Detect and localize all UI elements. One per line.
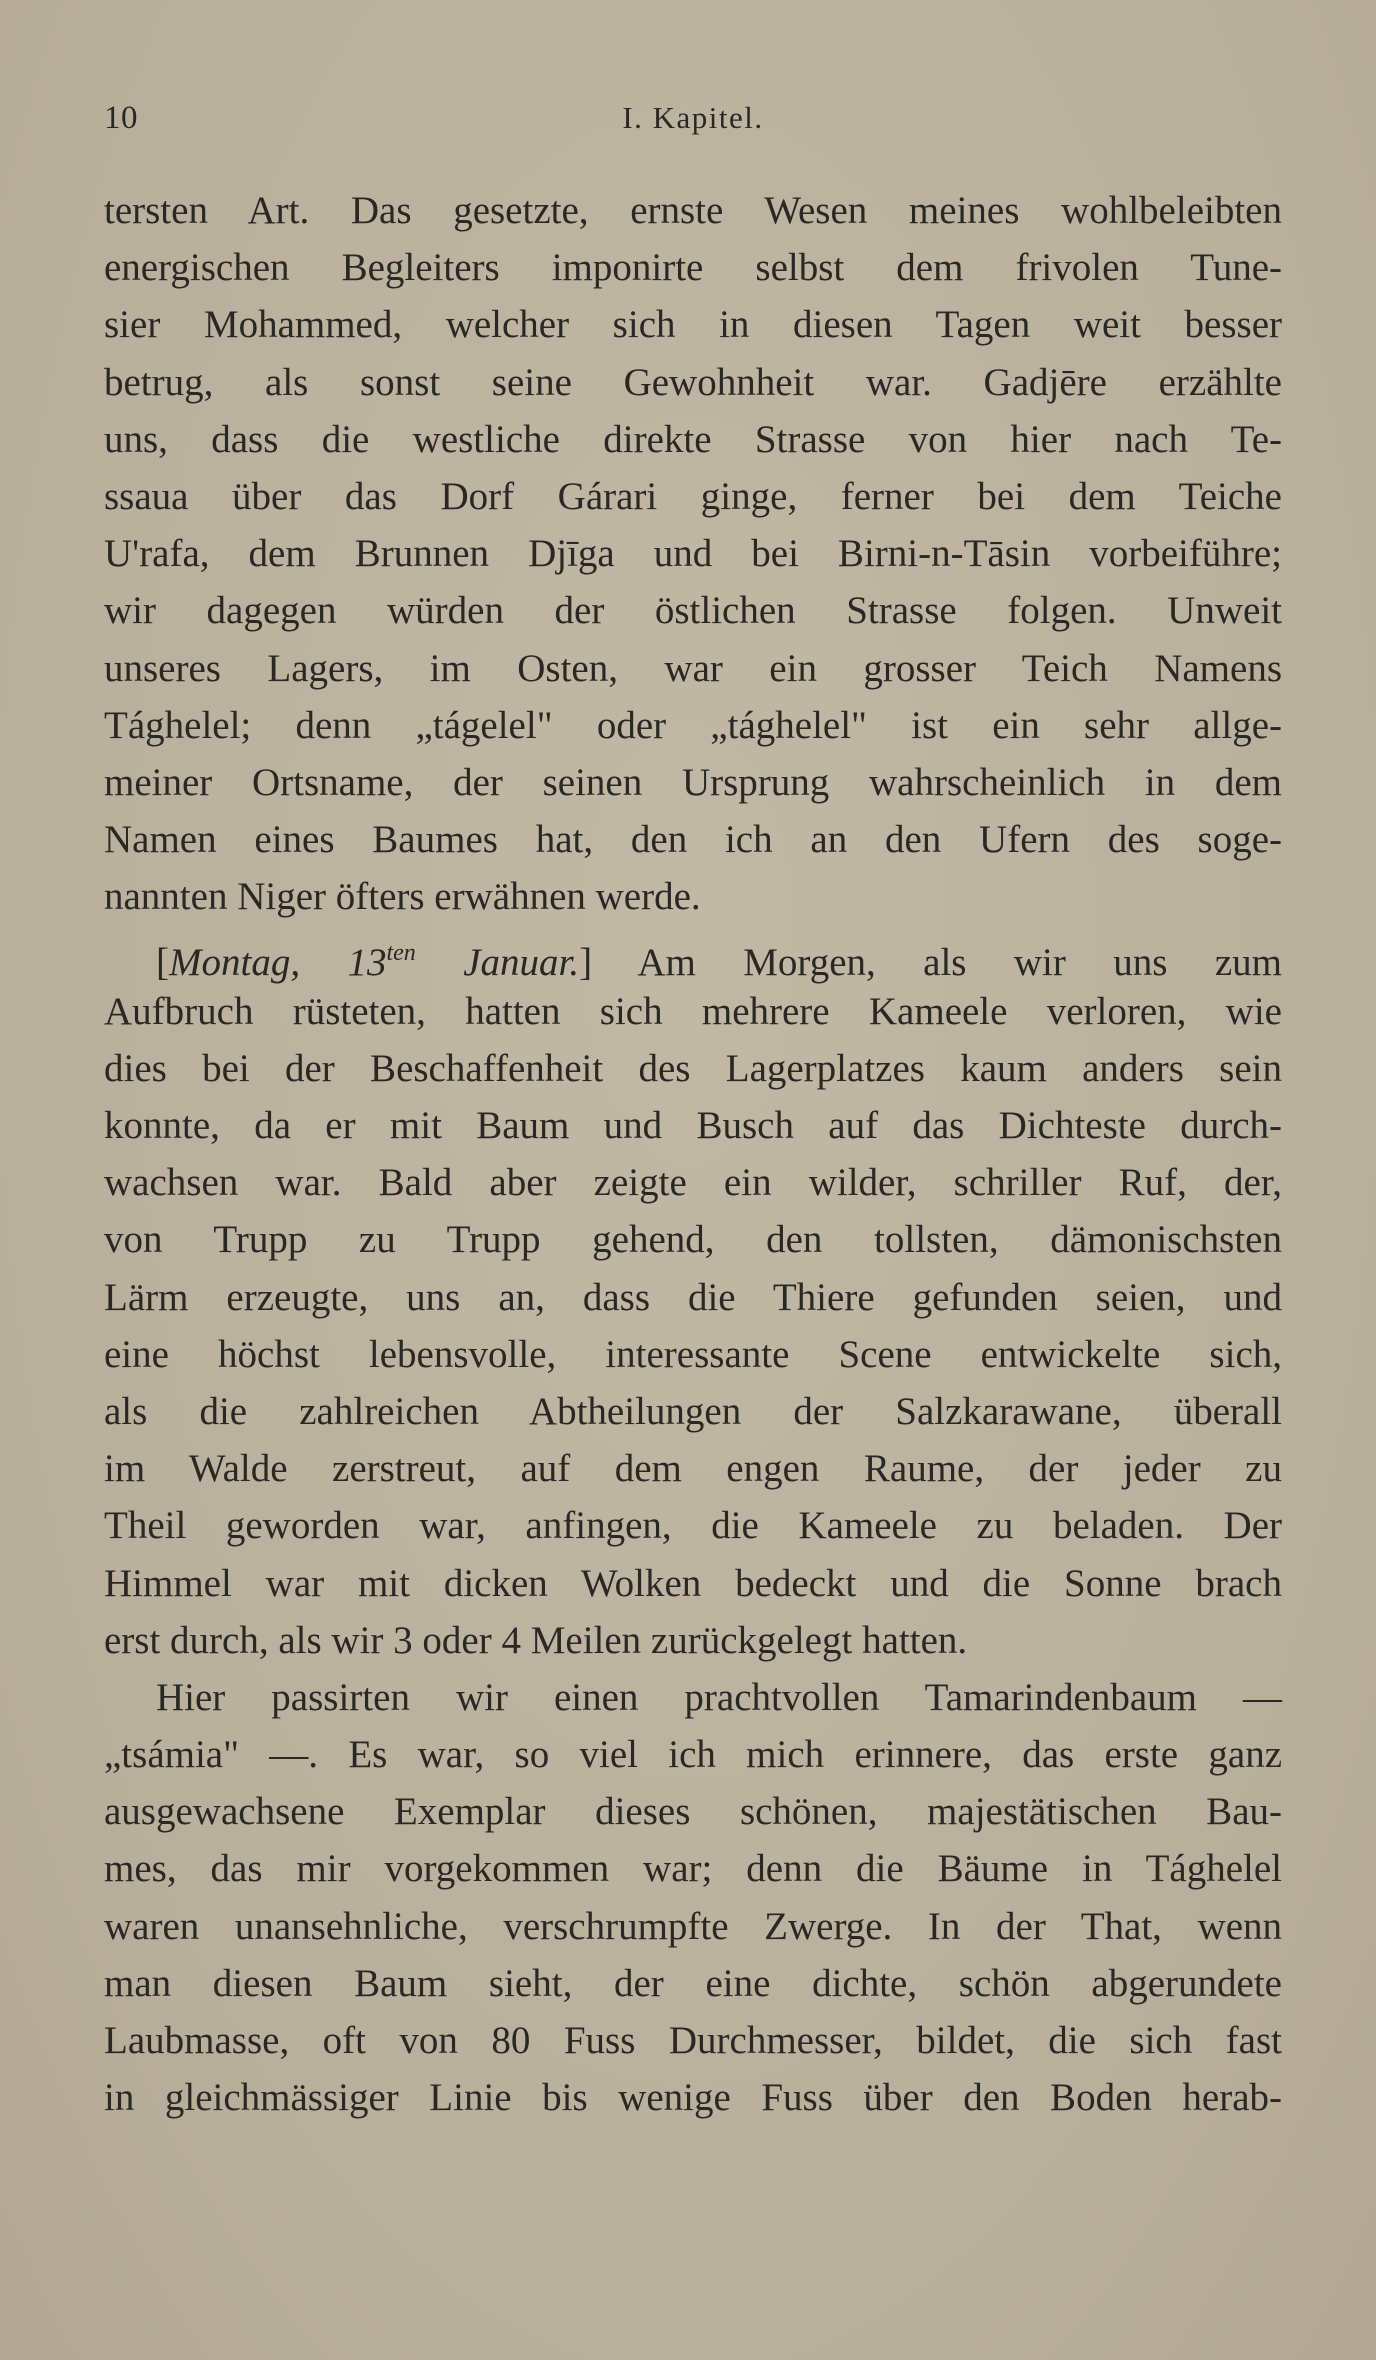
text-line: erst durch, als wir 3 oder 4 Meilen zurückgelegt hatten. bbox=[104, 1618, 968, 1662]
text-line: Lärm erzeugte, uns an, dass die Thiere gefunden seien, und bbox=[104, 1275, 1282, 1319]
date-superscript: ten bbox=[386, 940, 416, 967]
date-bracket-close: ] bbox=[579, 941, 593, 985]
paragraph-first-line bbox=[104, 925, 1282, 985]
text-line: Himmel war mit dicken Wolken bedeckt und die Sonne brach bbox=[104, 1561, 1282, 1605]
text-line: betrug, als sonst seine Gewohnheit war. Gadjēre erzählte bbox=[104, 360, 1282, 404]
text-line: „tsámia" —. Es war, so viel ich mich erinnere, das erste ganz bbox=[104, 1733, 1282, 1777]
running-head: I. Kapitel. bbox=[622, 100, 764, 135]
text-line: konnte, da er mit Baum und Busch auf das Dichteste durch- bbox=[104, 1104, 1282, 1147]
text-line: im Walde zerstreut, auf dem engen Raume, der jeder zu bbox=[104, 1447, 1282, 1491]
text-line: Aufbruch rüsteten, hatten sich mehrere Kameele verloren, wie bbox=[104, 989, 1282, 1033]
paragraph-first-line: Hier passirten wir einen prachtvollen Tamarindenbaum — bbox=[156, 1675, 1282, 1719]
text-line: Namen eines Baumes hat, den ich an den Ufern des soge- bbox=[104, 818, 1282, 862]
text-line: Theil geworden war, anfingen, die Kameele zu beladen. Der bbox=[104, 1504, 1282, 1548]
text-line: in gleichmässiger Linie bis wenige Fuss über den Boden herab- bbox=[104, 2076, 1282, 2120]
text-line-rest: Am Morgen, als wir uns zum bbox=[592, 941, 1282, 985]
body-text bbox=[104, 182, 1282, 2126]
text-line: uns, dass die westliche direkte Strasse von hier nach Te- bbox=[104, 417, 1282, 461]
text-line: Laubmasse, oft von 80 Fuss Durchmesser, bildet, die sich fast bbox=[104, 2019, 1282, 2062]
text-line: von Trupp zu Trupp gehend, den tollsten, dämonischsten bbox=[104, 1218, 1282, 1262]
text-line: meiner Ortsname, der seinen Ursprung wahrscheinlich in dem bbox=[104, 760, 1282, 804]
text-line: energischen Begleiters imponirte selbst dem frivolen Tune- bbox=[104, 246, 1282, 290]
date-month: Januar. bbox=[415, 941, 580, 985]
text-line: wir dagegen würden der östlichen Strasse folgen. Unweit bbox=[104, 589, 1282, 633]
text-line: eine höchst lebensvolle, interessante Scene entwickelte sich, bbox=[104, 1332, 1282, 1376]
text-line: U'rafa, dem Brunnen Djīga und bei Birni-n-Tāsin vorbeiführe; bbox=[104, 532, 1282, 576]
text-line: waren unansehnliche, verschrumpfte Zwerge. In der That, wenn bbox=[104, 1904, 1282, 1948]
date-heading: Montag, 13 bbox=[169, 941, 387, 985]
text-line: ssaua über das Dorf Gárari ginge, ferner bei dem Teiche bbox=[104, 474, 1282, 518]
date-bracket-open: [ bbox=[156, 941, 169, 985]
text-line: man diesen Baum sieht, der eine dichte, schön abgerundete bbox=[104, 1961, 1282, 2005]
text-line: sier Mohammed, welcher sich in diesen Tagen weit besser bbox=[104, 303, 1282, 347]
page-header bbox=[104, 100, 1282, 144]
text-line: nannten Niger öfters erwähnen werde. bbox=[104, 875, 701, 919]
text-line: wachsen war. Bald aber zeigte ein wilder, schriller Ruf, der, bbox=[104, 1161, 1282, 1205]
text-line: dies bei der Beschaffenheit des Lagerplatzes kaum anders sein bbox=[104, 1046, 1282, 1090]
text-line: mes, das mir vorgekommen war; denn die Bäume in Tághelel bbox=[104, 1847, 1282, 1891]
text-line: tersten Art. Das gesetzte, ernste Wesen meines wohlbeleibten bbox=[104, 189, 1282, 232]
text-line: Tághelel; denn „tágelel" oder „tághelel" ist ein sehr allge- bbox=[104, 703, 1282, 747]
text-line: als die zahlreichen Abtheilungen der Salzkarawane, überall bbox=[104, 1389, 1282, 1433]
text-line: ausgewachsene Exemplar dieses schönen, majestätischen Bau- bbox=[104, 1790, 1282, 1834]
page-number: 10 bbox=[104, 100, 138, 136]
text-line: unseres Lagers, im Osten, war ein grosser Teich Namens bbox=[104, 646, 1282, 690]
